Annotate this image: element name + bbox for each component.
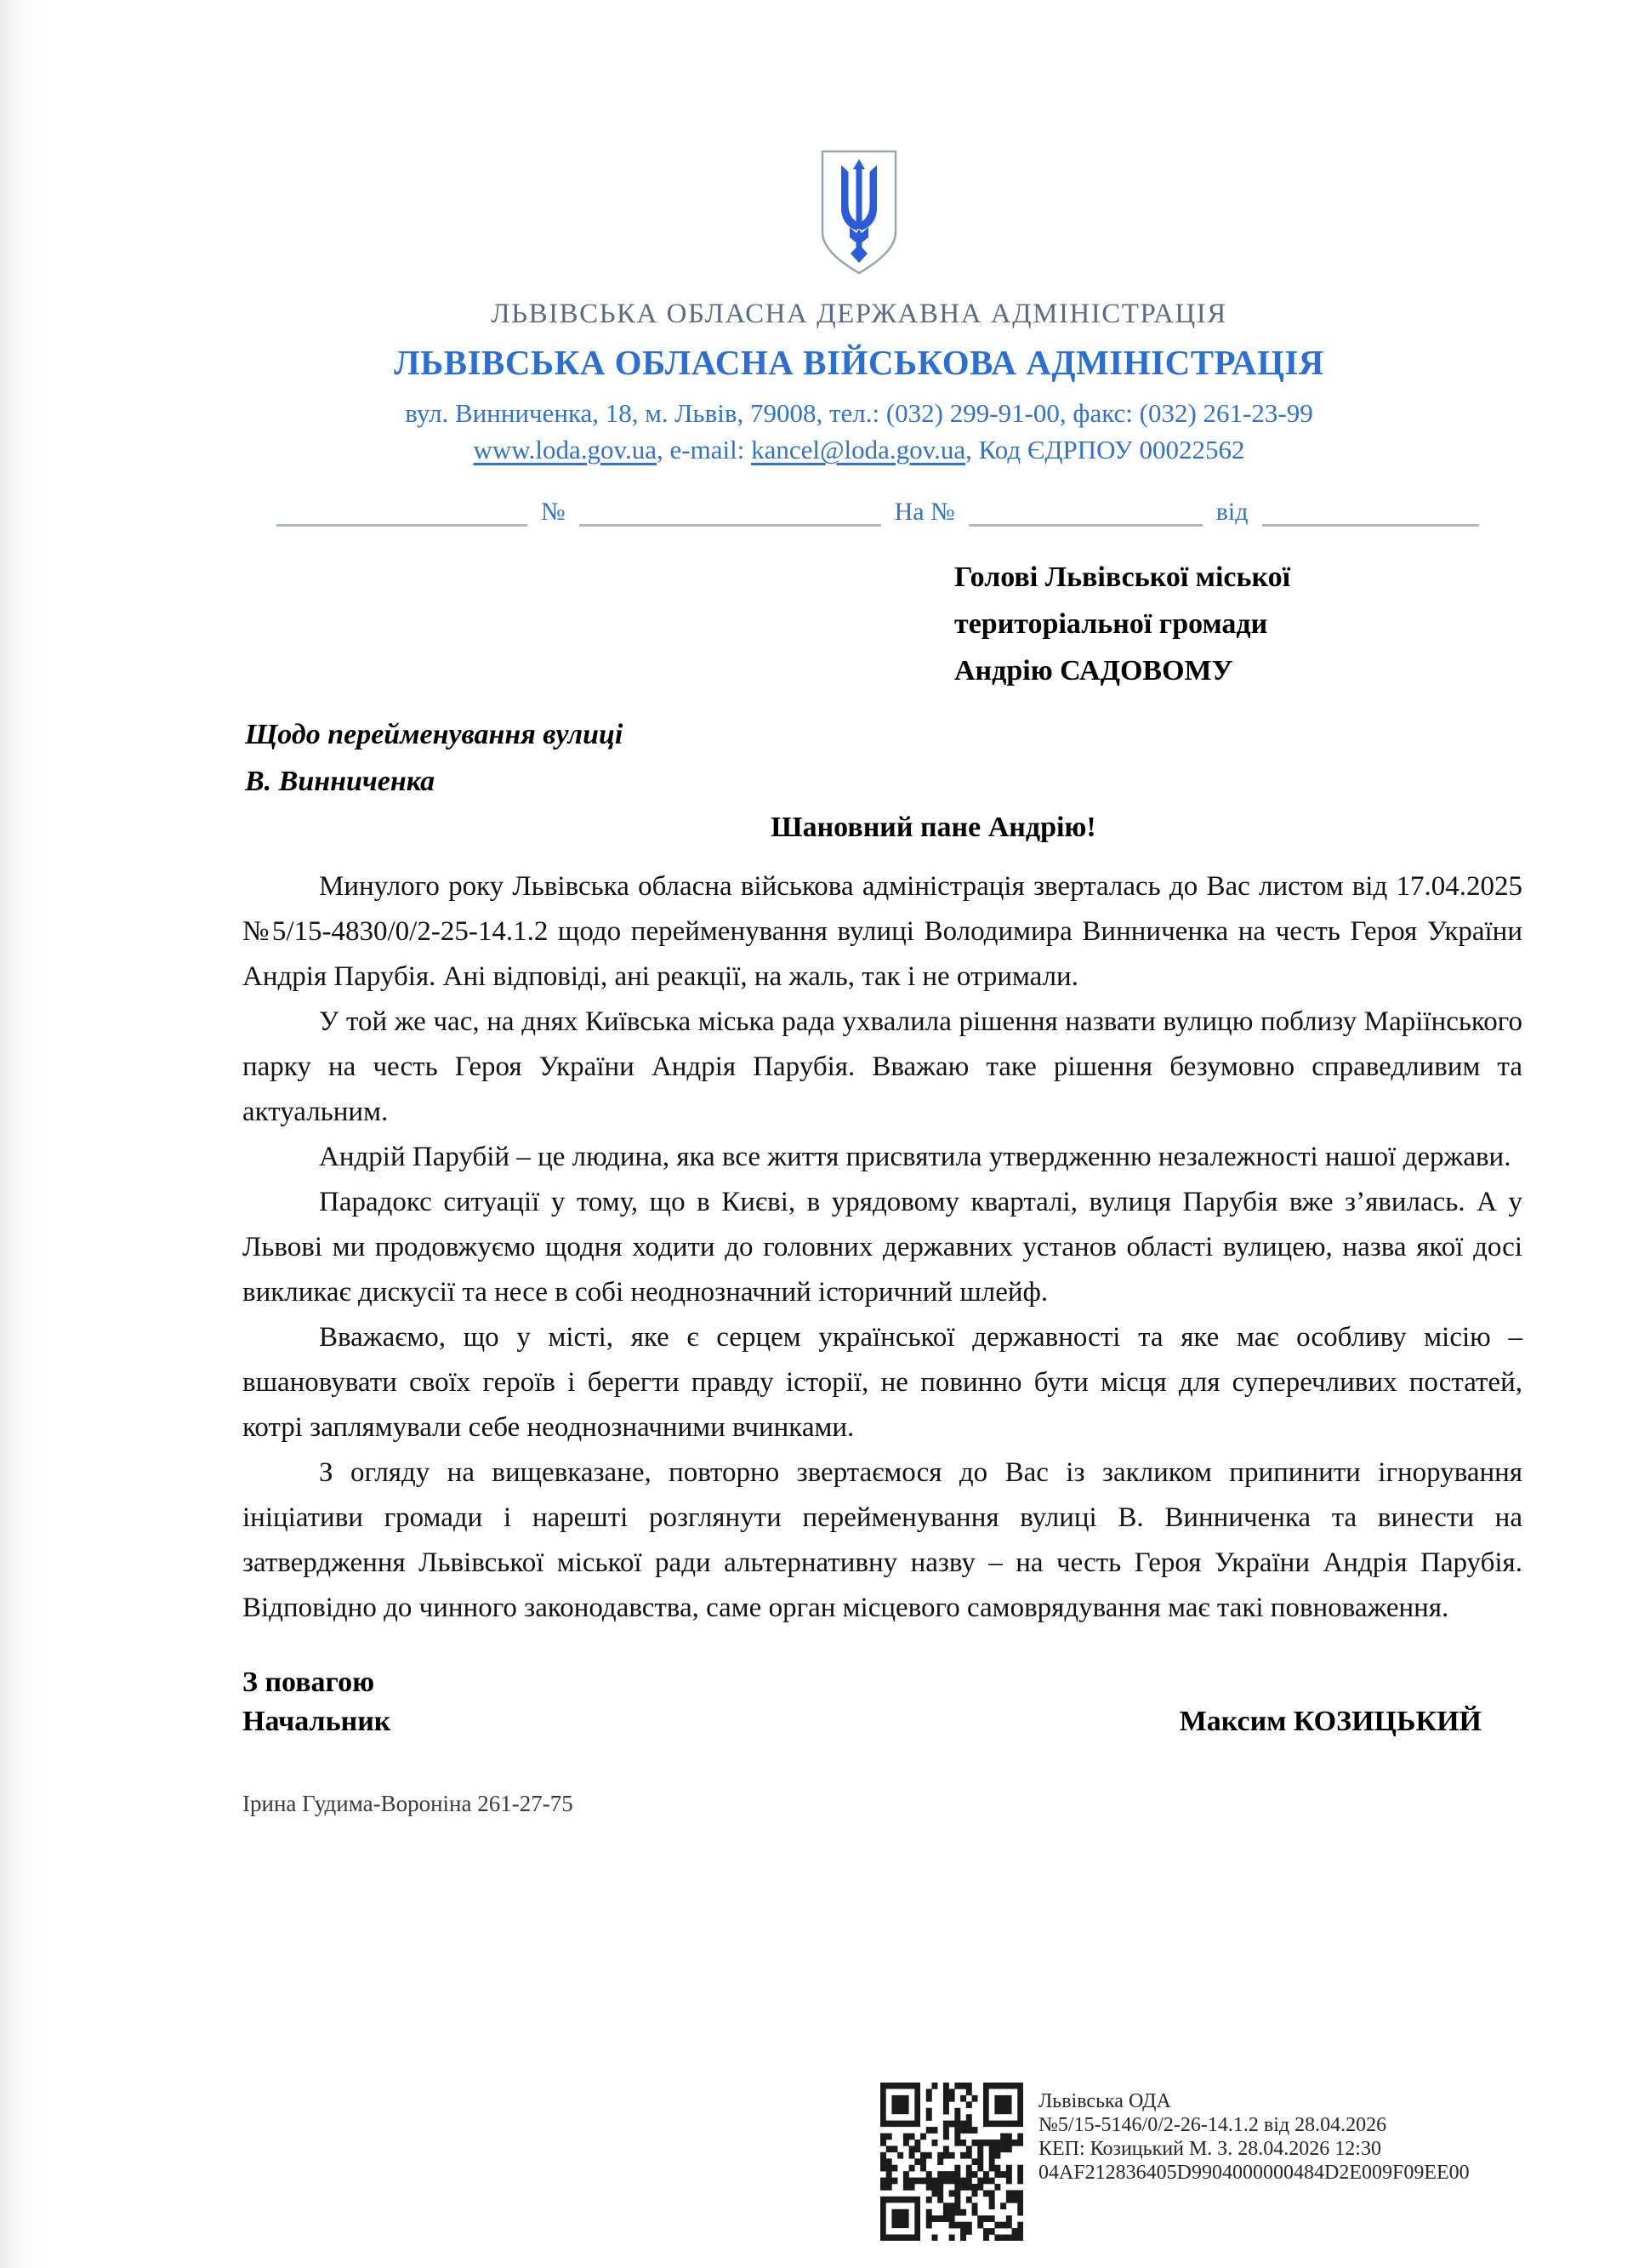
organization-name: ЛЬВІВСЬКА ОБЛАСНА ВІЙСЬКОВА АДМІНІСТРАЦІЯ: [394, 343, 1324, 382]
paragraph: Минулого року Львівська обласна військова адміністрація зверталась до Вас листом від 17.04.2025 №5/15-4830/0/2-25-14.1.2 щодо перейменування вулиці Володимира Винниченка на честь Героя України Андрія Парубія. Ані відповіді, ані реакції, на жаль, так і не отримали.: [242, 871, 1522, 992]
ref-no-label: №: [541, 498, 566, 526]
recipient-line: Андрію САДОВОМУ: [954, 655, 1233, 687]
paragraph: З огляду на вищевказане, повторно звертаємося до Вас із закликом припинити ігнорування ініціативи громади і нарешті розглянути перейменування вулиці В. Винниченка та винести на затвердження Львівської міської ради альтернативну назву – на честь Героя України Андрія Парубія. Відповідно до чинного законодавства, саме орган місцевого самоврядування має такі повноваження.: [242, 1457, 1522, 1623]
subject-line: Щодо перейменування вулиці: [245, 719, 623, 750]
edrpou-code: , Код ЄДРПОУ 00022562: [965, 435, 1245, 464]
parent-organization-name: ЛЬВІВСЬКА ОБЛАСНА ДЕРЖАВНА АДМІНІСТРАЦІЯ: [491, 299, 1227, 329]
address-line: вул. Винниченка, 18, м. Львів, 79008, тел.: (032) 299-91-00, факс: (032) 261-23-99: [405, 398, 1313, 428]
reference-number-line: [276, 498, 1522, 527]
executor-contact: Ірина Гудима-Вороніна 261-27-75: [242, 1791, 573, 1816]
ref-on-no-label: На №: [894, 498, 955, 526]
subject-block: [245, 711, 1522, 805]
stamp-text: [1038, 2083, 1470, 2185]
paragraph: Андрій Парубій – це людина, яка все життя присвятила утвердженню незалежності нашої держави.: [319, 1142, 1511, 1172]
ukraine-trident-emblem: [816, 149, 902, 276]
qr-code: [880, 2083, 1023, 2241]
salutation: Шановний пане Андрію!: [771, 812, 1096, 843]
paragraph: У той же час, на днях Київська міська рада ухвалила рішення назвати вулицю поблизу Маріїнського парку на честь Героя України Андрія Парубія. Вважаю таке рішення безумовно справедливим та актуальним.: [242, 1006, 1522, 1127]
ref-from-label: від: [1215, 498, 1249, 526]
paragraph: Вважаємо, що у місті, яке є серцем української державності та яке має особливу місію – вшановувати своїх героїв і берегти правду історії, не повинно бути місця для суперечливих постатей, котрі заплямували себе неоднозначними вчинками.: [242, 1322, 1522, 1443]
ref-blank-2: [579, 498, 881, 527]
website-link[interactable]: www.loda.gov.ua: [473, 435, 657, 464]
ref-blank-1: [276, 498, 527, 527]
recipient-block: [196, 554, 1522, 694]
ref-blank-3: [969, 498, 1203, 527]
letter-body: [242, 864, 1522, 1631]
paragraph: Парадокс ситуації у тому, що в Києві, в урядовому кварталі, вулиця Парубія вже з’явилась. А у Львові ми продовжуємо щодня ходити до головних державних установ області вулицею, назва якої досі викликає дискусії та несе в собі неоднозначний історичний шлейф.: [242, 1187, 1522, 1308]
recipient-line: Голові Львівської міської: [954, 561, 1291, 593]
letterhead: [196, 149, 1522, 465]
contacts-line: [196, 435, 1522, 465]
email-label: , e-mail:: [657, 435, 752, 464]
stamp-doc-number: №5/15-5146/0/2-26-14.1.2 від 28.04.2026: [1038, 2114, 1387, 2136]
subject-line: В. Винниченка: [245, 766, 435, 797]
stamp-org: Львівська ОДА: [1038, 2090, 1171, 2112]
closing-block: [242, 1667, 1522, 1738]
signer-name: Максим КОЗИЦЬКИЙ: [1179, 1706, 1482, 1737]
email-link[interactable]: kancel@loda.gov.ua: [751, 435, 966, 464]
regards-line: З повагою: [242, 1667, 375, 1698]
stamp-signature-info: КЕП: Козицький М. З. 28.04.2026 12:30: [1038, 2138, 1381, 2160]
digital-signature-stamp: [880, 2083, 1470, 2241]
stamp-hash: 04AF212836405D9904000000484D2E009F09EE00: [1038, 2162, 1470, 2184]
signer-position: Начальник: [242, 1706, 391, 1737]
ref-blank-4: [1262, 498, 1479, 527]
recipient-line: територіальної громади: [954, 608, 1268, 640]
